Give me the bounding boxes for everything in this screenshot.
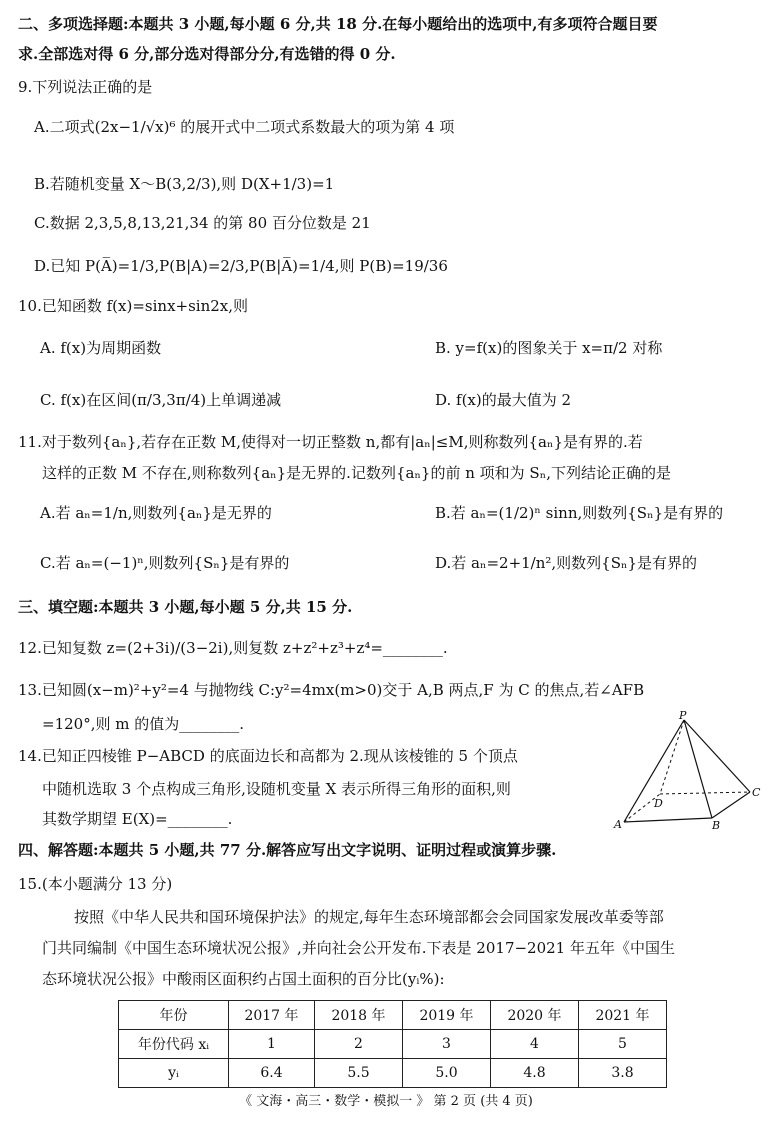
label-B: B: [712, 819, 721, 830]
table-cell: 3: [403, 1030, 491, 1059]
text-line: 12.已知复数 z=(2+3i)/(3−2i),则复数 z+z²+z³+z⁴=________.: [18, 639, 448, 657]
label-D: D: [654, 797, 663, 810]
table-cell: 4.8: [491, 1059, 579, 1088]
text-line: 15.(本小题满分 13 分): [18, 875, 173, 893]
table-row: [119, 1030, 667, 1059]
text-line: C.数据 2,3,5,8,13,21,34 的第 80 百分位数是 21: [34, 214, 371, 232]
text-line: 门共同编制《中国生态环境状况公报》,并向社会公开发布.下表是 2017−2021 年五年《中国生: [42, 939, 675, 957]
text-line: 11.对于数列{aₙ},若存在正数 M,使得对一切正整数 n,都有|aₙ|≤M,则称数列{aₙ}是有界的.若: [18, 433, 643, 451]
option-text: D. f(x)的最大值为 2: [435, 391, 572, 409]
page-footer: 《 文海・高三・数学・模拟一 》 第 2 页 (共 4 页): [239, 1094, 533, 1109]
label-P: P: [679, 710, 687, 722]
label-A: A: [614, 818, 622, 830]
text-line: D.已知 P(A̅)=1/3,P(B|A)=2/3,P(B|A̅)=1/4,则 P(B)=19/36: [34, 257, 448, 275]
option-text: B. y=f(x)的图象关于 x=π/2 对称: [435, 339, 663, 357]
text-line: 10.已知函数 f(x)=sinx+sin2x,则: [18, 297, 249, 315]
text-line: 中随机选取 3 个点构成三角形,设随机变量 X 表示所得三角形的面积,则: [42, 780, 511, 798]
table-cell: 4: [491, 1030, 579, 1059]
table-cell: 年份: [119, 1001, 229, 1030]
table-cell: 2021 年: [579, 1001, 667, 1030]
table-cell: 6.4: [229, 1059, 315, 1088]
text-line: 求.全部选对得 6 分,部分选对得部分分,有选错的得 0 分.: [18, 45, 396, 63]
acid-rain-table: [118, 1000, 667, 1088]
text-line: 态环境状况公报》中酸雨区面积约占国土面积的百分比(yᵢ%):: [42, 970, 445, 988]
text-line: 13.已知圆(x−m)²+y²=4 与抛物线 C:y²=4mx(m>0)交于 A,B 两点,F 为 C 的焦点,若∠AFB: [18, 681, 645, 699]
option-text: C. f(x)在区间(π/3,3π/4)上单调递减: [40, 391, 282, 409]
text-line: 其数学期望 E(X)=________.: [42, 810, 233, 828]
text-line: A.二项式(2x−1/√x)⁶ 的展开式中二项式系数最大的项为第 4 项: [34, 118, 455, 136]
option-text: C.若 aₙ=(−1)ⁿ,则数列{Sₙ}是有界的: [40, 554, 290, 572]
option-text: A.若 aₙ=1/n,则数列{aₙ}是无界的: [40, 504, 272, 522]
text-line: 三、填空题:本题共 3 小题,每小题 5 分,共 15 分.: [18, 598, 353, 616]
table-cell: 3.8: [579, 1059, 667, 1088]
option-text: A. f(x)为周期函数: [40, 339, 162, 357]
label-C: C: [752, 786, 761, 799]
option-text: D.若 aₙ=2+1/n²,则数列{Sₙ}是有界的: [435, 554, 698, 572]
text-line: 按照《中华人民共和国环境保护法》的规定,每年生态环境部都会会同国家发展改革委等部: [74, 908, 664, 926]
table-cell: 5.5: [315, 1059, 403, 1088]
table-cell: 5: [579, 1030, 667, 1059]
table-cell: yᵢ: [119, 1059, 229, 1088]
table-row: [119, 1059, 667, 1088]
text-line: 14.已知正四棱锥 P−ABCD 的底面边长和高都为 2.现从该棱锥的 5 个顶点: [18, 747, 518, 765]
pyramid-figure: [600, 710, 765, 830]
text-line: 二、多项选择题:本题共 3 小题,每小题 6 分,共 18 分.在每小题给出的选项中,有多项符合题目要: [18, 15, 658, 33]
table-cell: 2019 年: [403, 1001, 491, 1030]
table-cell: 2018 年: [315, 1001, 403, 1030]
text-line: B.若随机变量 X～B(3,2/3),则 D(X+1/3)=1: [34, 175, 335, 193]
table-cell: 1: [229, 1030, 315, 1059]
text-line: 四、解答题:本题共 5 小题,共 77 分.解答应写出文字说明、证明过程或演算步骤.: [18, 841, 557, 859]
table-cell: 年份代码 xᵢ: [119, 1030, 229, 1059]
option-text: B.若 aₙ=(1/2)ⁿ sinn,则数列{Sₙ}是有界的: [435, 504, 724, 522]
table-cell: 2020 年: [491, 1001, 579, 1030]
text-line: 9.下列说法正确的是: [18, 78, 153, 96]
table-cell: 2017 年: [229, 1001, 315, 1030]
table-cell: 2: [315, 1030, 403, 1059]
table-cell: 5.0: [403, 1059, 491, 1088]
text-line: 这样的正数 M 不存在,则称数列{aₙ}是无界的.记数列{aₙ}的前 n 项和为 Sₙ,下列结论正确的是: [42, 464, 671, 482]
table-row: [119, 1001, 667, 1030]
text-line: =120°,则 m 的值为________.: [42, 715, 244, 733]
